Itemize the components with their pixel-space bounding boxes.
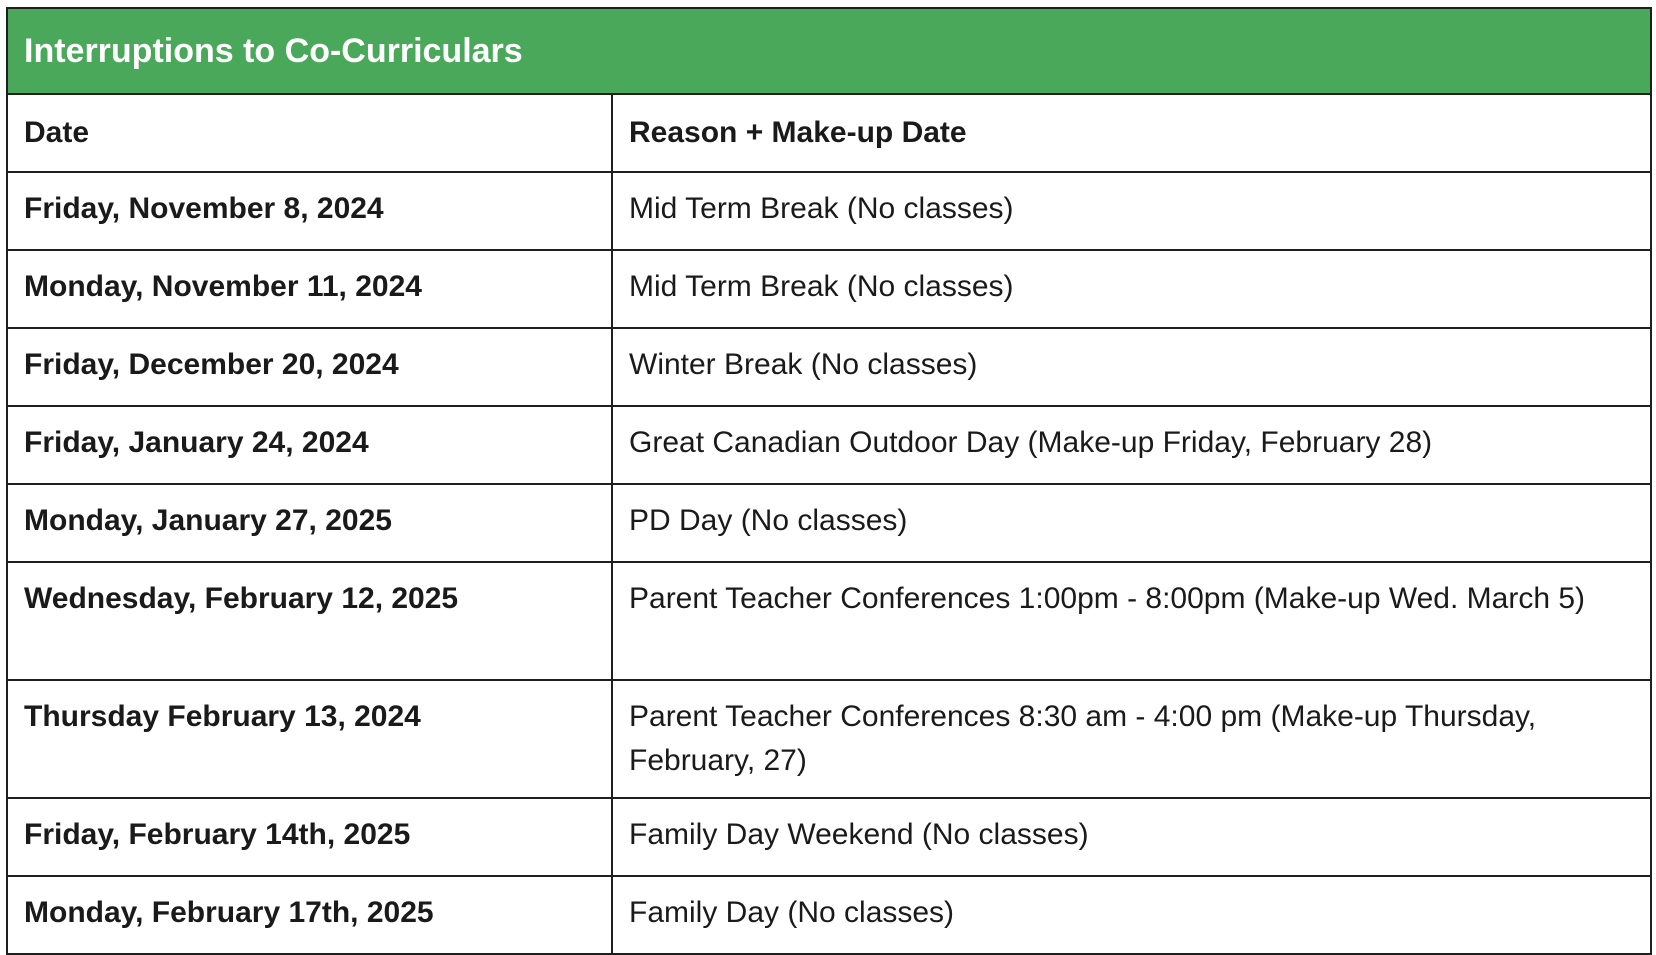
table-row xyxy=(7,876,1651,954)
date-cell: Wednesday, February 12, 2025 xyxy=(7,562,612,680)
reason-cell: Parent Teacher Conferences 1:00pm - 8:00pm (Make-up Wed. March 5) xyxy=(612,562,1651,680)
date-cell: Friday, January 24, 2024 xyxy=(7,406,612,484)
table-title: Interruptions to Co-Curriculars xyxy=(7,8,1651,94)
column-header-date: Date xyxy=(7,94,612,172)
table-row xyxy=(7,406,1651,484)
reason-cell: Mid Term Break (No classes) xyxy=(612,250,1651,328)
table-title-row xyxy=(7,8,1651,94)
table-row xyxy=(7,484,1651,562)
date-cell: Monday, January 27, 2025 xyxy=(7,484,612,562)
date-cell: Monday, November 11, 2024 xyxy=(7,250,612,328)
date-cell: Friday, December 20, 2024 xyxy=(7,328,612,406)
table-row xyxy=(7,328,1651,406)
reason-cell: Great Canadian Outdoor Day (Make-up Friday, February 28) xyxy=(612,406,1651,484)
reason-cell: PD Day (No classes) xyxy=(612,484,1651,562)
interruptions-table-container xyxy=(6,7,1650,955)
date-cell: Monday, February 17th, 2025 xyxy=(7,876,612,954)
interruptions-table xyxy=(6,7,1652,955)
date-cell: Thursday February 13, 2024 xyxy=(7,680,612,798)
reason-cell: Winter Break (No classes) xyxy=(612,328,1651,406)
table-row xyxy=(7,562,1651,680)
column-header-reason: Reason + Make-up Date xyxy=(612,94,1651,172)
reason-cell: Family Day (No classes) xyxy=(612,876,1651,954)
table-row xyxy=(7,798,1651,876)
table-row xyxy=(7,250,1651,328)
table-row xyxy=(7,680,1651,798)
table-row xyxy=(7,172,1651,250)
reason-cell: Parent Teacher Conferences 8:30 am - 4:00 pm (Make-up Thursday, February, 27) xyxy=(612,680,1651,798)
column-header-row xyxy=(7,94,1651,172)
date-cell: Friday, November 8, 2024 xyxy=(7,172,612,250)
date-cell: Friday, February 14th, 2025 xyxy=(7,798,612,876)
reason-cell: Mid Term Break (No classes) xyxy=(612,172,1651,250)
reason-cell: Family Day Weekend (No classes) xyxy=(612,798,1651,876)
